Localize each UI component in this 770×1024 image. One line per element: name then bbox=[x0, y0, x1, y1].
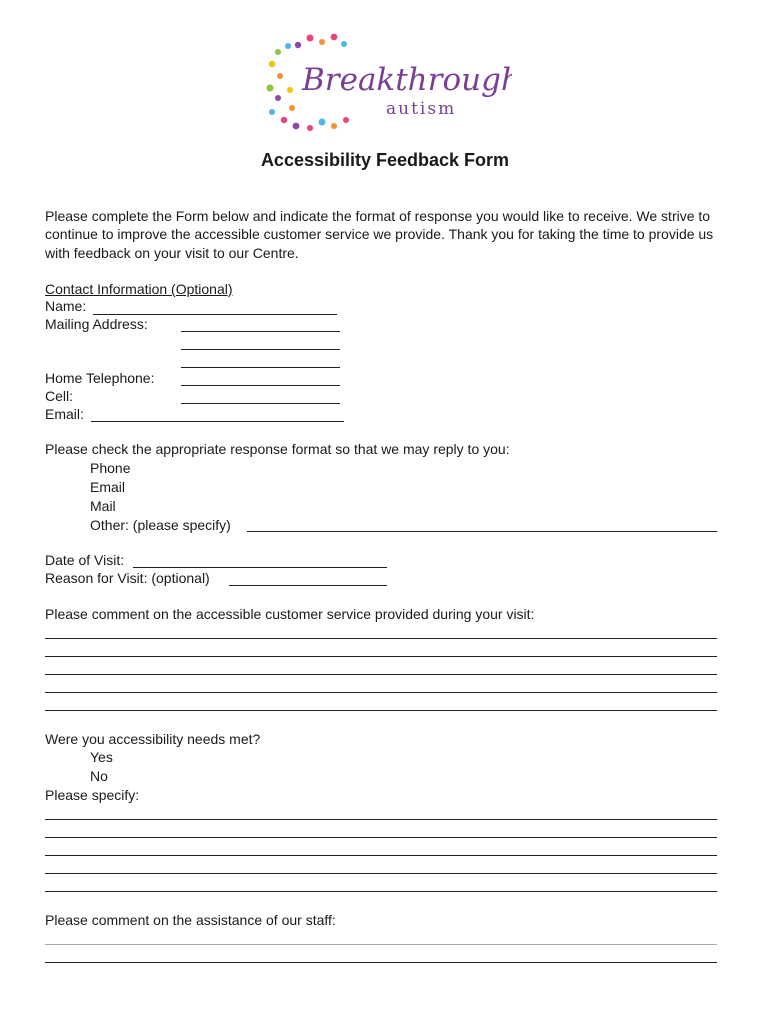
reason-for-visit-label: Reason for Visit: (optional) bbox=[45, 570, 210, 586]
response-option-mail[interactable]: Mail bbox=[90, 498, 116, 514]
logo-dot bbox=[319, 39, 325, 45]
logo-dot bbox=[277, 73, 283, 79]
mailing-address-line-1[interactable] bbox=[181, 331, 340, 332]
logo-dot bbox=[319, 119, 326, 126]
response-option-phone[interactable]: Phone bbox=[90, 460, 131, 476]
logo-dot bbox=[281, 117, 287, 123]
service-comment-line-1[interactable] bbox=[45, 638, 717, 639]
breakthrough-autism-logo bbox=[262, 30, 512, 135]
needs-met-question: Were you accessibility needs met? bbox=[45, 731, 261, 747]
response-option-email[interactable]: Email bbox=[90, 479, 126, 495]
staff-comment-line-1[interactable] bbox=[45, 944, 717, 945]
logo-word-autism: autism bbox=[386, 99, 457, 119]
specify-line-3[interactable] bbox=[45, 855, 717, 856]
logo-dot bbox=[343, 117, 349, 123]
service-comment-line-4[interactable] bbox=[45, 692, 717, 693]
logo-dot bbox=[295, 42, 301, 48]
mailing-address-line-3[interactable] bbox=[181, 367, 340, 368]
service-comment-line-3[interactable] bbox=[45, 674, 717, 675]
please-specify-label: Please specify: bbox=[45, 787, 140, 803]
logo-word-breakthrough: Breakthrough bbox=[302, 62, 512, 98]
logo-dot bbox=[331, 34, 338, 41]
logo-dot bbox=[307, 35, 314, 42]
intro-paragraph: Please complete the Form below and indicate the format of response you would like to receive. We strive to continue to improve the accessible customer service we provide. Thank you for taking the time to provide us with feedback on your visit to our Centre. bbox=[45, 208, 714, 261]
service-comment-line-5[interactable] bbox=[45, 710, 717, 711]
needs-option-yes[interactable]: Yes bbox=[90, 749, 113, 765]
cell-label: Cell: bbox=[45, 388, 74, 404]
home-telephone-label: Home Telephone: bbox=[45, 370, 155, 386]
logo-dot bbox=[285, 43, 291, 49]
logo-dot bbox=[267, 85, 274, 92]
specify-line-1[interactable] bbox=[45, 819, 717, 820]
logo-dot bbox=[269, 61, 275, 67]
date-of-visit-line[interactable] bbox=[133, 567, 387, 568]
logo-dot bbox=[275, 49, 281, 55]
contact-heading: Contact Information (Optional) bbox=[45, 281, 233, 297]
logo-dot bbox=[341, 41, 347, 47]
response-format-prompt: Please check the appropriate response format so that we may reply to you: bbox=[45, 441, 510, 457]
logo-dot bbox=[331, 123, 337, 129]
name-label: Name: bbox=[45, 298, 87, 314]
logo-dot bbox=[275, 95, 281, 101]
mailing-address-label: Mailing Address: bbox=[45, 316, 148, 332]
cell-line[interactable] bbox=[181, 403, 340, 404]
staff-comment-prompt: Please comment on the assistance of our staff: bbox=[45, 912, 336, 928]
logo-dot bbox=[307, 125, 313, 131]
logo-dot bbox=[293, 123, 300, 130]
needs-option-no[interactable]: No bbox=[90, 768, 108, 784]
specify-line-5[interactable] bbox=[45, 891, 717, 892]
service-comment-prompt: Please comment on the accessible customer service provided during your visit: bbox=[45, 606, 535, 622]
logo-dot bbox=[289, 105, 295, 111]
staff-comment-line-2[interactable] bbox=[45, 962, 717, 963]
other-specify-line[interactable] bbox=[247, 531, 717, 532]
logo-dot bbox=[287, 87, 293, 93]
response-option-other[interactable]: Other: (please specify) bbox=[90, 517, 231, 533]
date-of-visit-label: Date of Visit: bbox=[45, 552, 125, 568]
mailing-address-line-2[interactable] bbox=[181, 349, 340, 350]
specify-line-4[interactable] bbox=[45, 873, 717, 874]
home-telephone-line[interactable] bbox=[181, 385, 340, 386]
specify-line-2[interactable] bbox=[45, 837, 717, 838]
email-label: Email: bbox=[45, 406, 84, 422]
logo-dot bbox=[269, 109, 275, 115]
email-line[interactable] bbox=[91, 421, 344, 422]
logo-dots-graphic bbox=[262, 30, 512, 135]
reason-for-visit-line[interactable] bbox=[229, 585, 387, 586]
form-title: Accessibility Feedback Form bbox=[260, 150, 510, 170]
service-comment-line-2[interactable] bbox=[45, 656, 717, 657]
